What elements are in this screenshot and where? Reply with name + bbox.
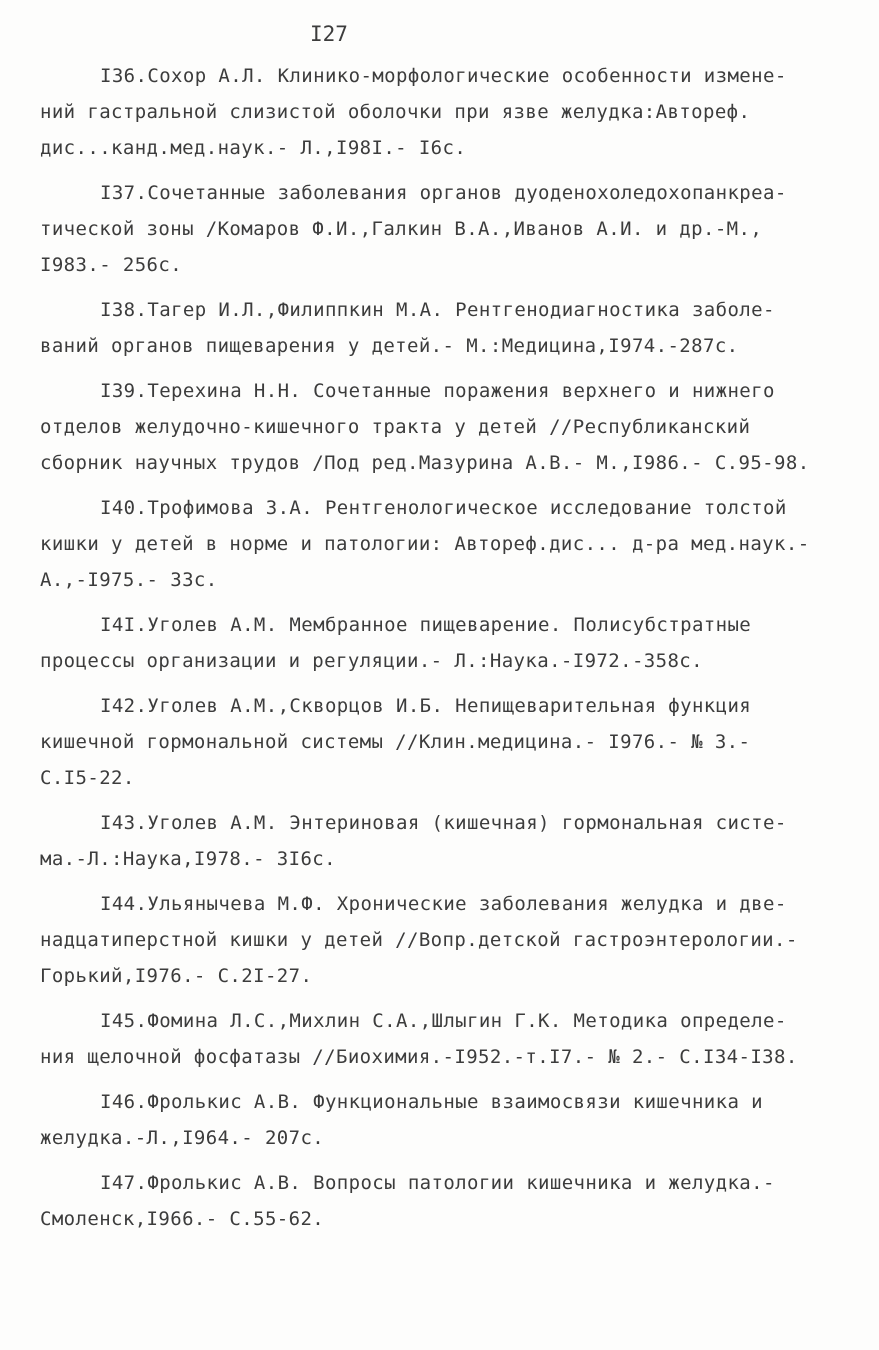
entry-line: С.I5-22.: [40, 767, 135, 789]
entry-line: I39.Терехина Н.Н. Сочетанные поражения верхнего и нижнего: [100, 380, 775, 402]
entry-line: ма.-Л.:Наука,I978.- 3I6с.: [40, 848, 336, 870]
bibliography-entry: [40, 175, 840, 283]
bibliography-entry: [40, 490, 840, 598]
entry-line: Смоленск,I966.- С.55-62.: [40, 1208, 325, 1230]
bibliography-entry: [40, 1084, 840, 1156]
entry-line: I36.Сохор А.Л. Клинико-морфологические особенности измене-: [100, 65, 787, 87]
entry-line: процессы организации и регуляции.- Л.:Наука.-I972.-358с.: [40, 650, 703, 672]
entry-line: I46.Фролькис А.В. Функциональные взаимосвязи кишечника и: [100, 1091, 763, 1113]
bibliography-entry: [40, 292, 840, 364]
entry-line: сборник научных трудов /Под ред.Мазурина А.В.- М.,I986.- С.95-98.: [40, 452, 810, 474]
entry-line: кишки у детей в норме и патологии: Автореф.дис... д-ра мед.наук.-: [40, 533, 810, 555]
entry-line: тической зоны /Комаров Ф.И.,Галкин В.А.,Иванов А.И. и др.-М.,: [40, 218, 763, 240]
entry-line: I43.Уголев А.М. Энтериновая (кишечная) гормональная систе-: [100, 812, 787, 834]
entry-line: I37.Сочетанные заболевания органов дуоденохоледохопанкреа-: [100, 182, 787, 204]
bibliography-entry: [40, 58, 840, 166]
entry-line: I47.Фролькис А.В. Вопросы патологии кишечника и желудка.-: [100, 1172, 775, 1194]
entry-line: ний гастральной слизистой оболочки при язве желудка:Автореф.: [40, 101, 751, 123]
entry-line: I42.Уголев А.М.,Скворцов И.Б. Непищеварительная функция: [100, 695, 752, 717]
entry-line: I44.Ульянычева М.Ф. Хронические заболевания желудка и две-: [100, 893, 787, 915]
entry-line: I4I.Уголев А.М. Мембранное пищеварение. Полисубстратные: [100, 614, 752, 636]
entry-line: Горький,I976.- С.2I-27.: [40, 965, 313, 987]
entry-line: желудка.-Л.,I964.- 207с.: [40, 1127, 325, 1149]
bibliography-list: [40, 58, 840, 1246]
entry-line: отделов желудочно-кишечного тракта у детей //Республиканский: [40, 416, 751, 438]
entry-line: надцатиперстной кишки у детей //Вопр.детской гастроэнтерологии.-: [40, 929, 798, 951]
bibliography-entry: [40, 1003, 840, 1075]
entry-line: I45.Фомина Л.С.,Михлин С.А.,Шлыгин Г.К. Методика определе-: [100, 1010, 787, 1032]
bibliography-entry: [40, 373, 840, 481]
entry-line: дис...канд.мед.наук.- Л.,I98I.- I6с.: [40, 137, 467, 159]
entry-line: ваний органов пищеварения у детей.- М.:Медицина,I974.-287с.: [40, 335, 739, 357]
entry-line: I983.- 256с.: [40, 254, 183, 276]
entry-line: кишечной гормональной системы //Клин.медицина.- I976.- № 3.-: [40, 731, 751, 753]
bibliography-entry: [40, 805, 840, 877]
page-number: I27: [310, 22, 348, 46]
bibliography-entry: [40, 688, 840, 796]
entry-line: А.,-I975.- 33с.: [40, 569, 218, 591]
entry-line: I40.Трофимова З.А. Рентгенологическое исследование толстой: [100, 497, 787, 519]
bibliography-entry: [40, 607, 840, 679]
entry-line: ния щелочной фосфатазы //Биохимия.-I952.-т.I7.- № 2.- С.I34-I38.: [40, 1046, 798, 1068]
entry-line: I38.Тагер И.Л.,Филиппкин М.А. Рентгенодиагностика заболе-: [100, 299, 775, 321]
bibliography-entry: [40, 886, 840, 994]
bibliography-entry: [40, 1165, 840, 1237]
